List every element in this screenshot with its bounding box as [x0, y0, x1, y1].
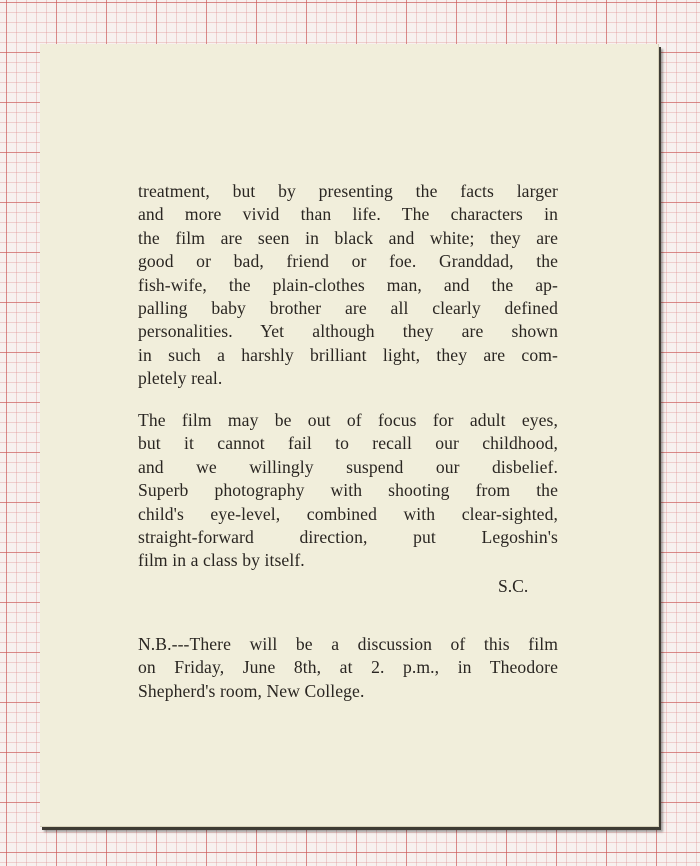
author-signature: S.C. [498, 576, 529, 596]
text-line: pletely real. [138, 368, 223, 389]
body-paragraph-1 [138, 180, 558, 391]
text-line: N.B.---There will be a discussion of this film [138, 634, 558, 654]
text-line: the film are seen in black and white; they are [138, 227, 558, 248]
note-paragraph [138, 633, 558, 703]
text-line: fish-wife, the plain-clothes man, and the ap- [138, 274, 558, 295]
text-line: and we willingly suspend our disbelief. [138, 456, 558, 477]
text-line: but it cannot fail to recall our childhood, [138, 433, 558, 454]
text-line: on Friday, June 8th, at 2. p.m., in Theodore [138, 657, 558, 678]
text-line: child's eye-level, combined with clear-sighted, [138, 503, 558, 524]
text-line: and more vivid than life. The characters in [138, 204, 558, 225]
text-line: film in a class by itself. [138, 550, 305, 571]
text-line: good or bad, friend or foe. Granddad, the [138, 251, 558, 272]
text-line: treatment, but by presenting the facts larger [138, 181, 558, 201]
text-line: Superb photography with shooting from the [138, 480, 558, 501]
text-line: palling baby brother are all clearly defined [138, 298, 558, 319]
text-line: in such a harshly brilliant light, they are com- [138, 344, 558, 365]
paper-card [40, 44, 659, 827]
body-paragraph-2 [138, 409, 558, 573]
text-line: straight-forward direction, put Legoshin's [138, 527, 558, 548]
text-line: Shepherd's room, New College. [138, 680, 365, 701]
text-line: personalities. Yet although they are shown [138, 321, 558, 342]
text-line: The film may be out of focus for adult eyes, [138, 410, 558, 430]
